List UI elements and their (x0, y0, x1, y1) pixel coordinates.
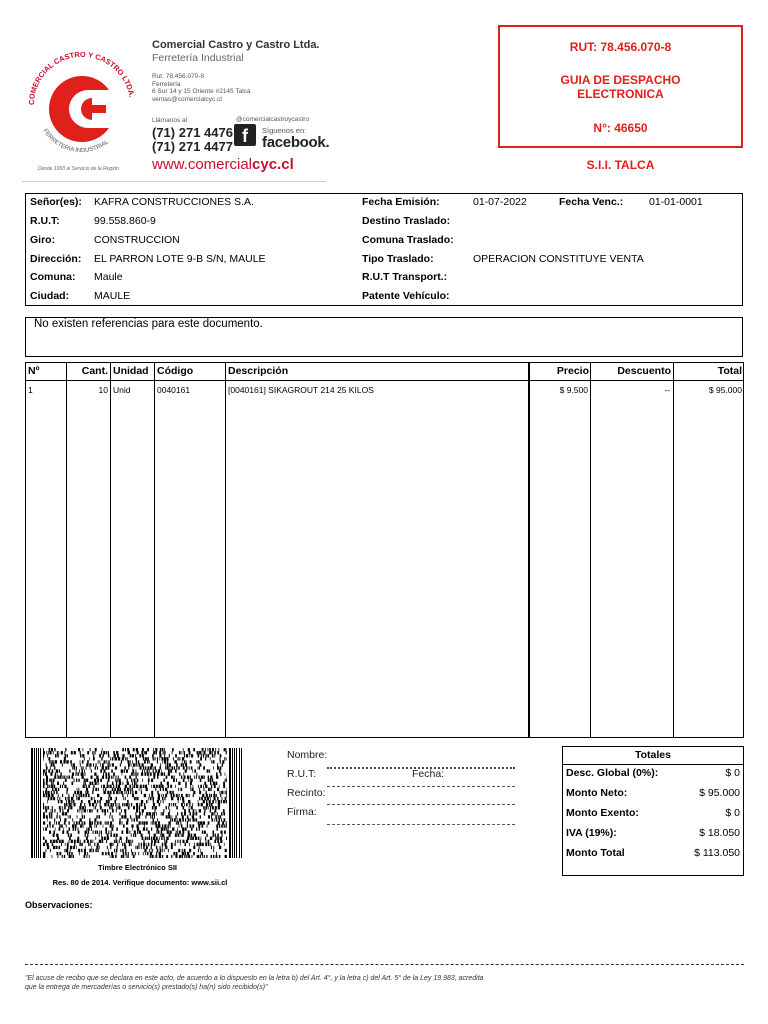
call-label: Llámanos al (152, 117, 188, 124)
col-header-discount: Descuento (617, 365, 671, 377)
due-date: 01-01-0001 (649, 196, 703, 208)
document-id-box (498, 25, 743, 148)
client-address: EL PARRON LOTE 9-B S/N, MAULE (94, 253, 266, 265)
document-type-line1: GUIA DE DESPACHO (560, 73, 681, 87)
receipt-rut-label: R.U.T: (287, 768, 317, 780)
company-subtitle: Ferretería Industrial (152, 52, 244, 64)
issue-date-label: Fecha Emisión: (362, 196, 440, 208)
facebook-icon: f (234, 124, 256, 146)
company-info-line: 6 Sur 14 y 15 Oriente #2145 Talca (152, 88, 251, 95)
client-info-box (25, 193, 743, 306)
logo-bottom-text: FERRETERIA INDUSTRIAL (41, 128, 110, 155)
transfer-type-label: Tipo Traslado: (362, 253, 434, 265)
legal-notice: "El acuse de recibo que se declara en este acto, de acuerdo a lo dispuesto en la letra b) del Art. 4°, y la letra c) del Art. 5° de la Ley 19.983, acredita que la entrega de mercaderías o servicio(s) prestado(s) ha(n) sido recibido(s)" (25, 975, 484, 991)
item-price: $ 9.500 (559, 385, 588, 395)
rut-label: R.U.T: (30, 215, 60, 227)
totals-box (562, 746, 744, 876)
item-number: 1 (28, 385, 33, 395)
company-info (152, 73, 251, 103)
logo-arc-text: COMERCIAL CASTRO Y CASTRO LTDA. (26, 49, 137, 106)
company-tagline: Desde 1993 al Servicio de la Región (38, 166, 119, 172)
client-label: Señor(es): (30, 196, 82, 208)
net-amount-value: $ 95.000 (699, 787, 740, 799)
net-amount-label: Monto Neto: (566, 787, 628, 799)
receipt-date-label: Fecha: (412, 768, 445, 780)
company-logo (22, 45, 140, 163)
column-divider (590, 363, 591, 737)
transfer-comuna-label: Comuna Traslado: (362, 234, 454, 246)
giro-label: Giro: (30, 234, 56, 246)
client-name: KAFRA CONSTRUCCIONES S.A. (94, 196, 254, 208)
item-unit: Unid (113, 385, 131, 395)
global-discount-label: Desc. Global (0%): (566, 767, 659, 779)
company-name: Comercial Castro y Castro Ltda. (152, 39, 320, 51)
website-prefix: www.comercial (152, 156, 253, 173)
grand-total-label: Monto Total (566, 847, 625, 859)
item-description: [0040161] SIKAGROUT 214 25 KILOS (228, 385, 374, 395)
transport-rut-label: R.U.T Transport.: (362, 271, 448, 283)
receipt-site-label: Recinto: (287, 787, 326, 799)
client-rut: 99.558.860-9 (94, 215, 156, 227)
address-label: Dirección: (30, 253, 82, 265)
social-handle: @comercialcastroycastro (236, 116, 310, 123)
company-website[interactable] (152, 156, 294, 173)
stamp-resolution: Res. 80 de 2014. Verifique documento: www.sii.cl (52, 878, 228, 887)
ciudad-label: Ciudad: (30, 290, 70, 302)
issuer-rut: RUT: 78.456.070-8 (569, 40, 672, 54)
col-header-number: Nº (28, 365, 40, 377)
totals-title: Totales (635, 749, 671, 761)
global-discount-value: $ 0 (725, 767, 740, 779)
cut-line (25, 964, 744, 965)
col-header-unit: Unidad (113, 365, 149, 377)
vat-label: IVA (19%): (566, 827, 617, 839)
col-header-total: Total (717, 365, 742, 377)
company-info-line: Ferretería (152, 80, 181, 88)
stamp-label: Timbre Electrónico SII (97, 863, 178, 872)
due-date-label: Fecha Venc.: (559, 196, 624, 208)
col-header-code: Código (157, 365, 194, 377)
receipt-site-line (327, 804, 515, 805)
item-total: $ 95.000 (708, 385, 742, 395)
receipt-name-label: Nombre: (287, 749, 328, 761)
totals-divider (563, 764, 743, 765)
col-header-quantity: Cant. (81, 365, 108, 377)
grand-total-value: $ 113.050 (694, 847, 740, 859)
receipt-signature-label: Firma: (287, 806, 317, 818)
logo-divider (22, 181, 326, 182)
phone-1: (71) 271 4476 (152, 125, 233, 140)
company-info-line: Rut: 78.456.070-8 (152, 73, 205, 80)
exempt-amount-value: $ 0 (725, 807, 740, 819)
follow-label: Síguenos en: (262, 126, 307, 135)
issue-date: 01-07-2022 (473, 196, 527, 208)
client-comuna: Maule (94, 271, 123, 283)
transfer-type: OPERACION CONSTITUYE VENTA (473, 253, 644, 265)
column-divider (110, 363, 111, 737)
phone-2: (71) 271 4477 (152, 139, 233, 154)
client-giro: CONSTRUCCION (94, 234, 180, 246)
col-header-description: Descripción (228, 365, 289, 377)
company-info-line: ventas@comercialcyc.cl (152, 95, 222, 103)
vehicle-plate-label: Patente Vehículo: (362, 290, 450, 302)
observations-label: Observaciones: (25, 900, 93, 910)
exempt-amount-label: Monto Exento: (566, 807, 639, 819)
website-domain: cyc.cl (252, 156, 294, 173)
document-number: N°: 46650 (593, 121, 648, 135)
column-divider (673, 363, 674, 737)
item-discount: -- (664, 385, 670, 395)
document-type-line2: ELECTRONICA (577, 87, 664, 101)
references-text: No existen referencias para este documento. (34, 318, 263, 330)
column-divider (66, 363, 67, 737)
client-ciudad: MAULE (94, 290, 131, 302)
facebook-label: facebook. (262, 134, 330, 151)
item-code: 0040161 (157, 385, 191, 395)
item-quantity: 10 (98, 385, 108, 395)
header-divider (26, 380, 743, 381)
column-divider (154, 363, 155, 737)
items-table (25, 362, 744, 738)
receipt-signature-line (327, 824, 515, 825)
sii-office: S.I.I. TALCA (586, 158, 655, 172)
col-header-price: Precio (556, 365, 589, 377)
column-divider (528, 363, 530, 737)
comuna-label: Comuna: (30, 271, 76, 283)
vat-value: $ 18.050 (699, 827, 740, 839)
references-box (25, 317, 743, 357)
destination-label: Destino Traslado: (362, 215, 451, 227)
electronic-stamp-barcode (31, 748, 244, 858)
receipt-rut-line (327, 786, 515, 787)
column-divider (225, 363, 226, 737)
